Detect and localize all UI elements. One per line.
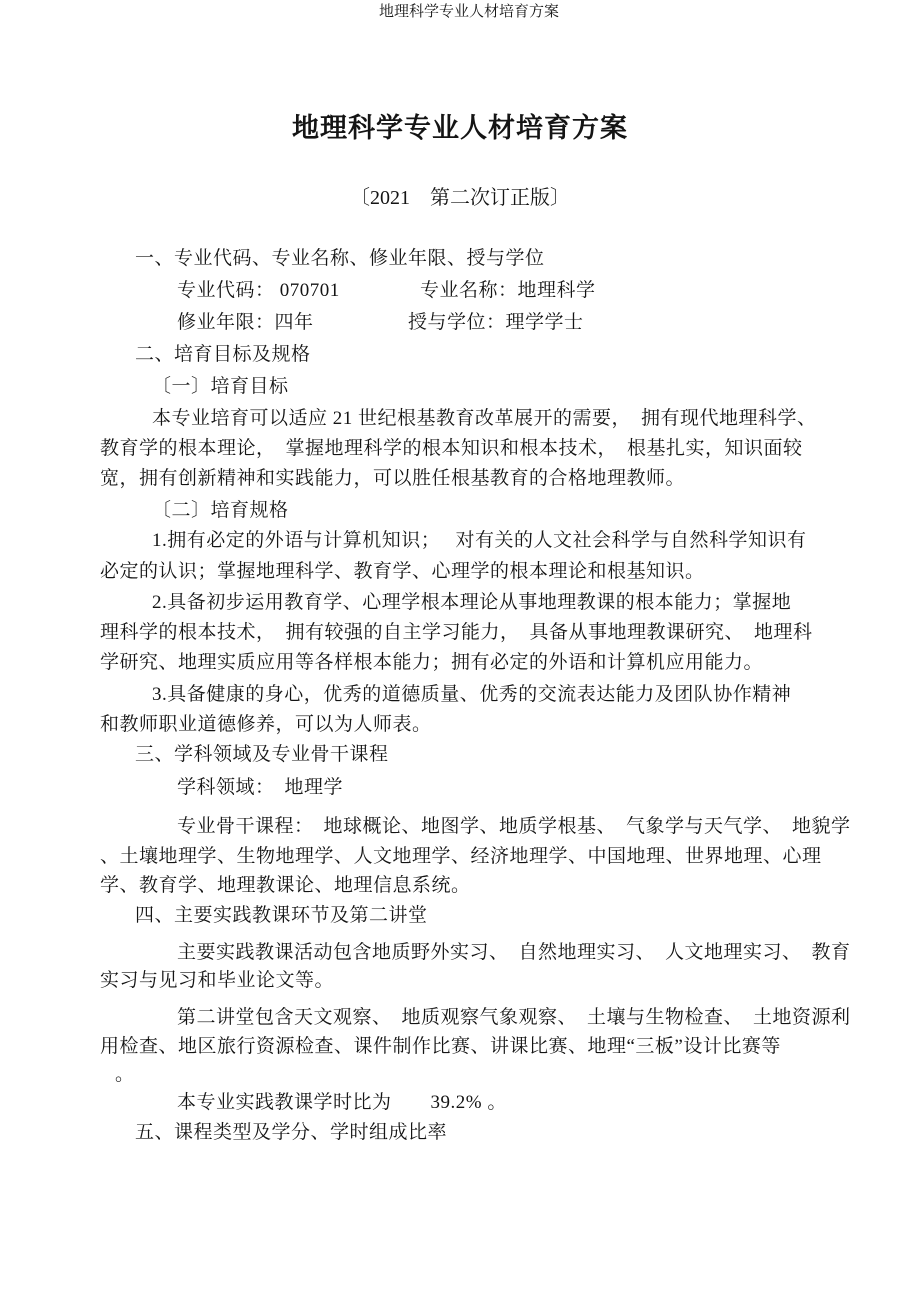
- document-title: 地理科学专业人材培育方案: [292, 113, 628, 143]
- para-second-line-1: 第二讲堂包含天文观察、 地质观察气象观察、 土壤与生物检查、 土地资源利: [177, 1007, 851, 1028]
- section-4-heading: 四、主要实践教课环节及第二讲堂: [135, 905, 428, 926]
- field-discipline: 学科领域： 地理学: [177, 777, 344, 798]
- para-practice-line-2: 实习与见习和毕业论文等。: [100, 970, 335, 991]
- field-major-code: 专业代码： 070701: [177, 280, 340, 301]
- para-spec2-line-3: 学研究、地理实质应用等各样根本能力；拥有必定的外语和计算机应用能力。: [100, 652, 764, 673]
- section-1-heading: 一、专业代码、专业名称、修业年限、授与学位: [135, 248, 545, 269]
- subheading-goal: 〔一〕培育目标: [152, 376, 289, 397]
- para-spec3-line-2: 和教师职业道德修养，可以为人师表。: [100, 714, 432, 735]
- para-spec1-line-1: 1.拥有必定的外语与计算机知识； 对有关的人文社会科学与自然科学知识有: [152, 530, 807, 551]
- field-degree: 授与学位：理学学士: [408, 312, 584, 333]
- para-practice-ratio: 本专业实践教课学时比为 39.2% 。: [177, 1092, 507, 1113]
- para-goal-line-1: 本专业培育可以适应 21 世纪根基教育改革展开的需要， 拥有现代地理科学、: [152, 408, 817, 429]
- para-goal-line-3: 宽，拥有创新精神和实践能力，可以胜任根基教育的合格地理教师。: [100, 468, 686, 489]
- para-spec2-line-2: 理科学的根本技术， 拥有较强的自主学习能力， 具备从事地理教课研究、 地理科: [100, 622, 813, 643]
- para-goal-line-2: 教育学的根本理论， 掌握地理科学的根本知识和根本技术， 根基扎实，知识面较: [100, 438, 803, 459]
- para-spec1-line-2: 必定的认识；掌握地理科学、教育学、心理学的根本理论和根基知识。: [100, 561, 705, 582]
- section-2-heading: 二、培育目标及规格: [135, 344, 311, 365]
- field-major-name: 专业名称：地理科学: [420, 280, 596, 301]
- para-courses-line-2: 、土壤地理学、生物地理学、人文地理学、经济地理学、中国地理、世界地理、心理: [100, 846, 822, 867]
- page-header-title: 地理科学专业人材培育方案: [378, 4, 559, 20]
- document-subtitle: 〔2021 第二次订正版〕: [350, 187, 570, 209]
- para-practice-line-1: 主要实践教课活动包含地质野外实习、 自然地理实习、 人文地理实习、 教育: [177, 942, 851, 963]
- para-courses-line-3: 学、教育学、地理教课论、地理信息系统。: [100, 875, 471, 896]
- para-spec2-line-1: 2.具备初步运用教育学、心理学根本理论从事地理教课的根本能力；掌握地: [152, 592, 792, 613]
- section-3-heading: 三、学科领域及专业骨干课程: [135, 744, 389, 765]
- para-second-line-2: 用检查、地区旅行资源检查、课件制作比赛、讲课比赛、地理“三板”设计比赛等: [100, 1036, 781, 1057]
- para-second-line-3: 。: [115, 1064, 135, 1085]
- para-courses-line-1: 专业骨干课程： 地球概论、地图学、地质学根基、 气象学与天气学、 地貌学: [177, 816, 851, 837]
- field-study-years: 修业年限：四年: [177, 312, 314, 333]
- para-spec3-line-1: 3.具备健康的身心，优秀的道德质量、优秀的交流表达能力及团队协作精神: [152, 684, 792, 705]
- section-5-heading: 五、课程类型及学分、学时组成比率: [135, 1122, 448, 1143]
- subheading-spec: 〔二〕培育规格: [152, 500, 289, 521]
